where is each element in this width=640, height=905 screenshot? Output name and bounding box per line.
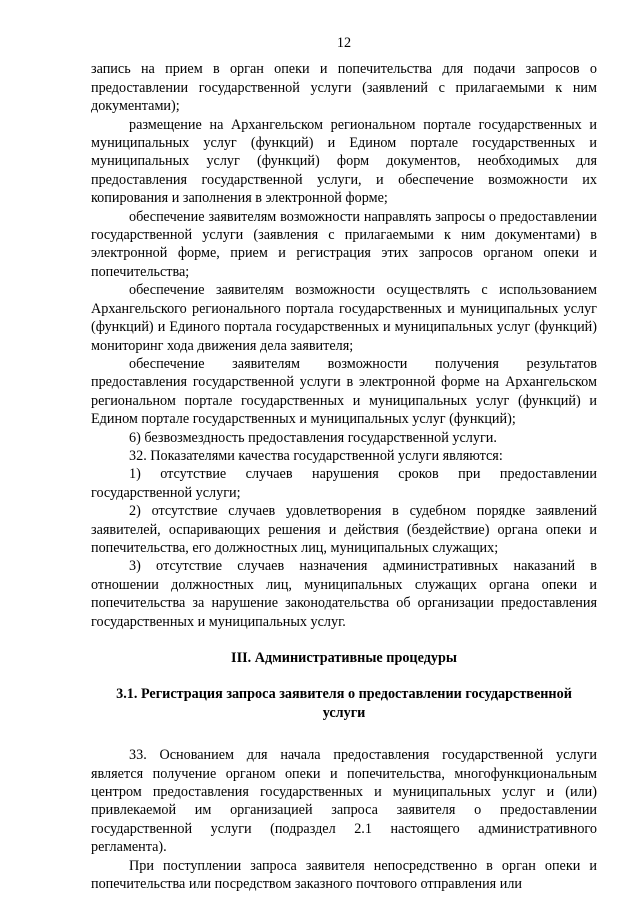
page-number: 12 bbox=[336, 35, 352, 51]
paragraph: 33. Основанием для начала предоставления государственной услуги является получение органом опеки и попечительства, многофункциональным центром предоставления государственных и муниципальных услуг и (или) привлекаемой им организацией запроса заявителя о предоставлении государственной услуги (подраздел 2.1 настоящего административного регламента). bbox=[91, 747, 597, 856]
paragraph: 1) отсутствие случаев нарушения сроков при предоставлении государственной услуги; bbox=[91, 466, 597, 501]
paragraph: 3) отсутствие случаев назначения административных наказаний в отношении должностных лиц, муниципальных служащих органа опеки и попечительства за нарушение законодательства об организации предоставления государственных и муниципальных услуг. bbox=[91, 558, 597, 630]
paragraph: обеспечение заявителям возможности направлять запросы о предоставлении государственной услуги (заявления с прилагаемыми к ним документами) в электронной форме, прием и регистрация этих запросов органом опеки и попечительства; bbox=[91, 208, 597, 280]
paragraph: запись на прием в орган опеки и попечительства для подачи запросов о предоставлении государственной услуги (заявлений с прилагаемыми к ним документами); bbox=[91, 61, 597, 115]
paragraph: обеспечение заявителям возможности получения результатов предоставления государственной услуги в электронной форме на Архангельском региональном портале государственных и муниципальных услуг (функций) и Едином портале государственных и муниципальных услуг (функций); bbox=[91, 355, 597, 428]
paragraph: 2) отсутствие случаев удовлетворения в судебном порядке заявлений заявителей, оспаривающих решения и действия (бездействие) органа опеки и попечительства, его должностных лиц, муниципальных служащих; bbox=[91, 503, 597, 556]
body-text-before bbox=[91, 60, 597, 631]
paragraph: 32. Показателями качества государственной услуги являются: bbox=[129, 447, 503, 464]
body-text-after bbox=[91, 746, 597, 893]
section-heading: III. Административные процедуры bbox=[231, 650, 457, 666]
paragraph: обеспечение заявителям возможности осуществлять с использованием Архангельского регионального портала государственных и муниципальных услуг (функций) и Единого портала государственных и муниципальных услуг (функций) мониторинг хода движения дела заявителя; bbox=[91, 282, 597, 354]
paragraph: 6) безвозмездность предоставления государственной услуги. bbox=[129, 429, 497, 446]
subsection-heading: 3.1. Регистрация запроса заявителя о предоставлении государственной услуги bbox=[116, 686, 572, 721]
document-page bbox=[91, 34, 597, 893]
paragraph: размещение на Архангельском региональном портале государственных и муниципальных услуг (функций) и Едином портале государственных и муниципальных услуг (функций) форм документов, необходимых для предоставления государственной услуги, и обеспечение возможности их копирования и заполнения в электронной форме; bbox=[91, 116, 597, 207]
paragraph: При поступлении запроса заявителя непосредственно в орган опеки и попечительства или посредством заказного почтового отправления или bbox=[91, 857, 597, 893]
